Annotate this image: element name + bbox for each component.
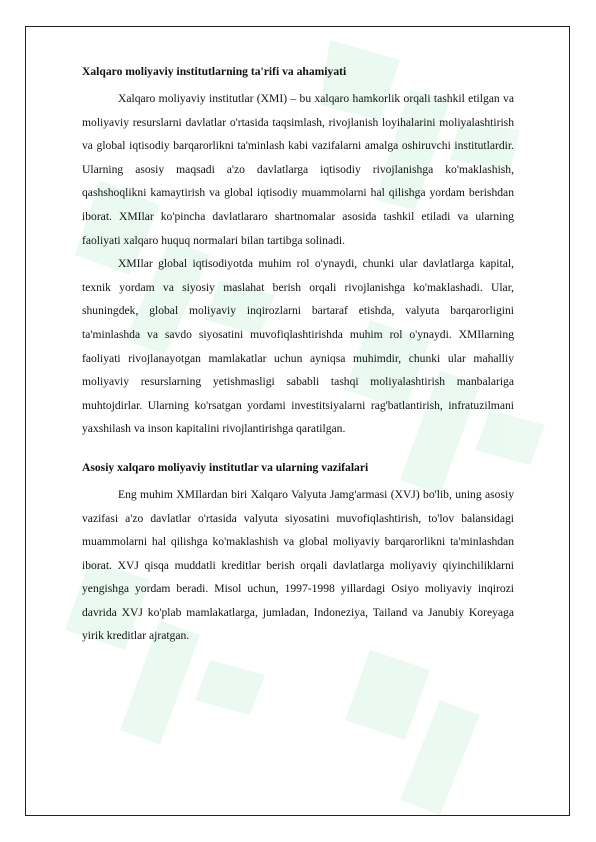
section-main-institutions (82, 460, 514, 648)
document-body (82, 64, 514, 648)
section-definition (82, 64, 514, 441)
paragraph: Eng muhim XMIlardan biri Xalqaro Valyuta Jamg'armasi (XVJ) bo'lib, uning asosiy vazifasi a'zo davlatlar o'rtasida valyuta siyosatini muvofiqlashtirish, to'lov balansidagi muammolarni hal qilishga ko'maklashish va global moliyaviy barqarorlikni ta'minlashdan iborat. XVJ qisqa muddatli kreditlar berish orqali davlatlarga moliyaviy qiyinchiliklarni yengishga yordam beradi. Misol uchun, 1997-1998 yillardagi Osiyo moliyaviy inqirozi davrida XVJ ko'plab mamlakatlarga, jumladan, Indoneziya, Tailand va Janubiy Koreyaga yirik kreditlar ajratgan. (82, 487, 514, 643)
section-heading: Xalqaro moliyaviy institutlarning ta'rifi va ahamiyati (82, 65, 347, 78)
paragraph: XMIlar global iqtisodiyotda muhim rol o'ynaydi, chunki ular davlatlarga kapital, texnik yordam va siyosiy maslahat berish orqali rivojlanishga ko'maklashadi. Ular, shuningdek, global moliyaviy inqirozlarni bartaraf etishda, valyuta barqarorligini ta'minlashda va savdo siyosatini muvofiqlashtirishda muhim rol o'ynaydi. XMIlarning faoliyati rivojlanayotgan mamlakatlar uchun ayniqsa muhimdir, chunki ular mahalliy moliyaviy resurslarning yetishmasligi sababli tashqi moliyalashtirish manbalariga muhtojdirlar. Ularning ko'rsatgan yordami investitsiyalarni rag'batlantirish, infratuzilmani yaxshilash va inson kapitalini rivojlantirishga qaratilgan. (82, 257, 514, 436)
section-heading: Asosiy xalqaro moliyaviy institutlar va ularning vazifalari (82, 460, 369, 474)
paragraph: Xalqaro moliyaviy institutlar (XMI) – bu xalqaro hamkorlik orqali tashkil etilgan va moliyaviy resurslarni davlatlar o'rtasida taqsimlash, rivojlanish loyihalarini moliyalashtirish va global iqtisodiy barqarorlikni ta'minlash kabi vazifalarni amalga oshiruvchi institutlardir. Ularning asosiy maqsadi a'zo davlatlarga iqtisodiy rivojlanishga ko'maklashish, qashshoqlikni kamaytirish va global iqtisodiy muammolarni hal qilishga yordam berishdan iborat. XMIlar ko'pincha davlatlararo shartnomalar asosida tashkil etiladi va ularning faoliyati xalqaro huquq normalari bilan tartibga solinadi. (82, 92, 514, 247)
